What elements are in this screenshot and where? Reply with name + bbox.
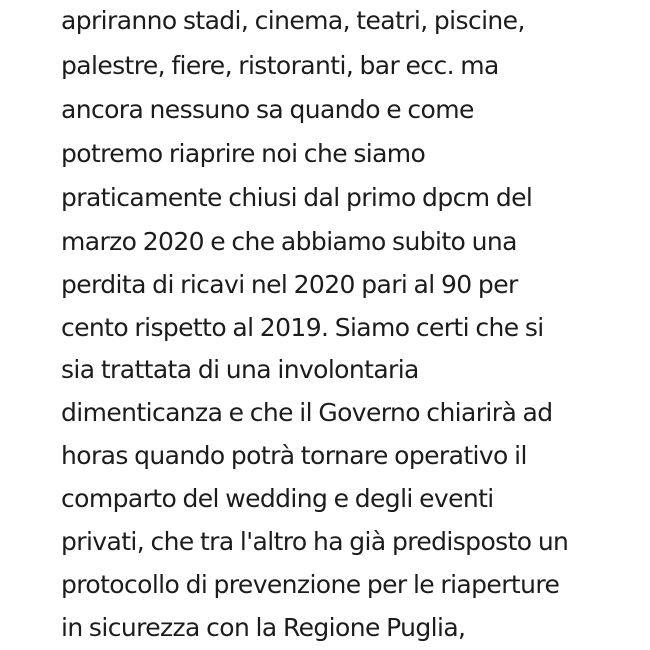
article-text-line: apriranno stadi, cinema, teatri, piscine, xyxy=(61,6,525,35)
article-text-line: marzo 2020 e che abbiamo subito una xyxy=(61,227,517,256)
article-text-line: in sicurezza con la Regione Puglia, xyxy=(61,613,466,642)
article-text-line: cento rispetto al 2019. Siamo certi che si xyxy=(61,313,544,342)
article-text-line: privati, che tra l'altro ha già predisposto un xyxy=(61,527,569,556)
article-text-line: praticamente chiusi dal primo dpcm del xyxy=(61,183,533,212)
article-text-line: dimenticanza e che il Governo chiarirà ad xyxy=(61,398,553,427)
article-text-line: comparto del wedding e degli eventi xyxy=(61,484,494,513)
article-text-line: palestre, fiere, ristoranti, bar ecc. ma xyxy=(61,51,499,80)
article-text-line: perdita di ricavi nel 2020 pari al 90 per xyxy=(61,270,518,299)
article-text-line: ancora nessuno sa quando e come xyxy=(61,95,474,124)
article-text-line: sia trattata di una involontaria xyxy=(61,355,419,384)
article-text-line: protocollo di prevenzione per le riaperture xyxy=(61,570,560,599)
article-text-line: horas quando potrà tornare operativo il xyxy=(61,441,527,470)
article-text-line: potremo riaprire noi che siamo xyxy=(61,139,426,168)
